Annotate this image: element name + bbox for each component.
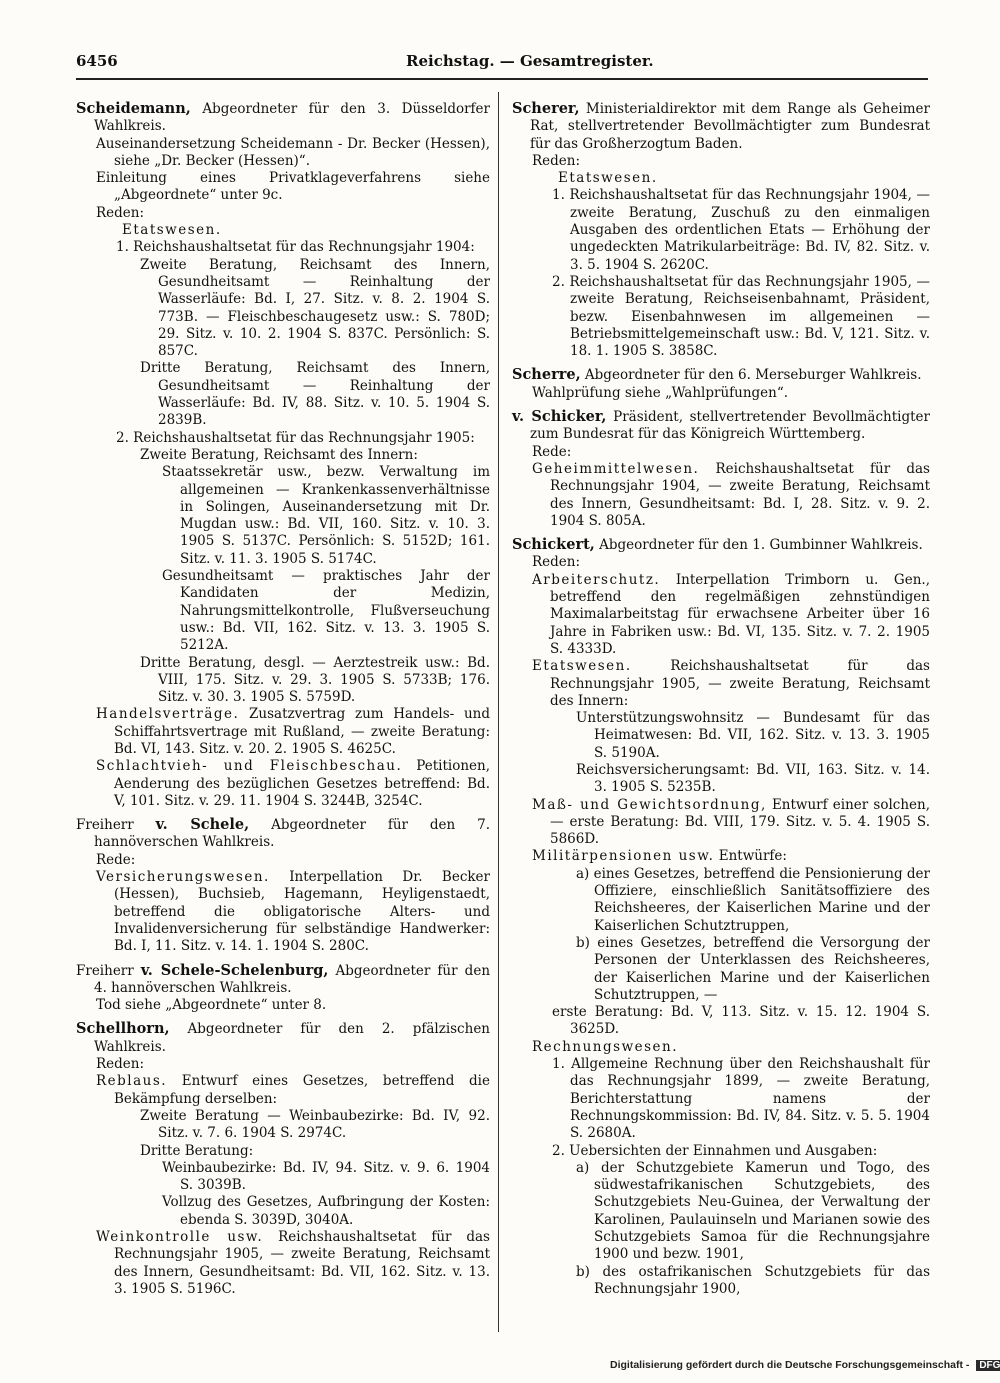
subject-line bbox=[76, 758, 490, 810]
subject-text: Zusatzvertrag zum Handels- und Schiffahrtsvertrage mit Rußland, — zweite Beratung: Bd. VI, 143. Sitz. v. 20. 2. 1905 S. 4625C. bbox=[114, 706, 490, 757]
reference-line: Gesundheitsamt — praktisches Jahr der Kandidaten der Medizin, Nahrungsmittelkontrolle, Flußverseuchung usw.: Bd. VII, 162. Sitz. v. 13. 3. 1905 S. 5212A. bbox=[162, 568, 490, 654]
reference-line: Vollzug des Gesetzes, Aufbringung der Kosten: ebenda S. 3039D, 3040A. bbox=[162, 1194, 490, 1228]
subject-line bbox=[76, 1229, 490, 1298]
index-entry bbox=[512, 536, 930, 554]
reference-line: a) der Schutzgebiete Kamerun und Togo, des südwestafrikanischen Schutzgebiets, des Schutzgebiets Neu-Guinea, der Verwaltung der Karolinen, Paulauinseln und Marianen sowie des Schutzgebiets Samoa für die Rechnungsjahre 1900 und bezw. 1901, bbox=[576, 1159, 930, 1263]
reference-line: 1. Allgemeine Rechnung über den Reichshaushalt für das Rechnungsjahr 1899, — zweite Beratung, Berichterstattung namens der Rechnungskommission: Bd. IV, 84. Sitz. v. 5. 5. 1904 S. 2680A. bbox=[552, 1056, 930, 1142]
index-entry bbox=[512, 366, 930, 384]
left-column bbox=[76, 94, 490, 1298]
entry-description: Abgeordneter für den 2. pfälzischen Wahlkreis. bbox=[94, 1021, 490, 1055]
subject-line bbox=[512, 658, 930, 710]
reference-line: 2. Reichshaushaltsetat für das Rechnungsjahr 1905, — zweite Beratung, Reichseisenbahnamt, Präsident, bezw. Eisenbahnwesen im allgemeinen — Betriebsmittelgemeinschaft usw.: Bd. V, 121. Sitz. v. 18. 1. 1905 S. 3858C. bbox=[552, 273, 930, 360]
entry-description: Präsident, stellvertretender Bevollmächtigter zum Bundesrat für das Königreich Württemberg. bbox=[530, 409, 930, 443]
speech-label: Reden: bbox=[532, 152, 581, 169]
column-divider bbox=[498, 92, 499, 1332]
entry-name: Schellhorn, bbox=[76, 1020, 170, 1038]
reference-line: erste Beratung: Bd. V, 113. Sitz. v. 15. 12. 1904 S. 3625D. bbox=[552, 1004, 930, 1038]
speech-label: Reden: bbox=[96, 1056, 145, 1073]
entry-name: v. Schele, bbox=[155, 816, 250, 834]
subject-line bbox=[512, 461, 930, 530]
entry-description: Abgeordneter für den 4. hannöverschen Wahlkreis. bbox=[94, 962, 491, 996]
subject-label: Arbeiterschutz. bbox=[532, 571, 661, 588]
index-entry bbox=[512, 100, 930, 153]
index-entry bbox=[512, 408, 930, 444]
subject-line bbox=[76, 869, 490, 955]
reference-line: Einleitung eines Privatklageverfahrens siehe „Abgeordnete“ unter 9c. bbox=[96, 170, 490, 204]
subject-heading: Etatswesen. bbox=[122, 222, 222, 239]
subject-heading: Rechnungswesen. bbox=[532, 1038, 679, 1055]
subject-label: Schlachtvieh- und Fleischbeschau. bbox=[96, 758, 403, 775]
entry-name: Scheidemann, bbox=[76, 100, 191, 117]
reference-line: Dritte Beratung, Reichsamt des Innern, Gesundheitsamt — Reinhaltung der Wasserläufe: Bd. IV, 88. Sitz. v. 10. 5. 1904 S. 2839B. bbox=[140, 360, 490, 429]
subject-text: Entwürfe: bbox=[714, 848, 787, 865]
entry-prefix: Freiherr bbox=[76, 817, 156, 834]
entry-description: Abgeordneter für den 3. Düsseldorfer Wahlkreis. bbox=[94, 101, 490, 135]
header-rule bbox=[76, 78, 928, 80]
reference-line: Auseinandersetzung Scheidemann - Dr. Becker (Hessen), siehe „Dr. Becker (Hessen)“. bbox=[96, 135, 490, 169]
reference-line: 1. Reichshaushaltsetat für das Rechnungsjahr 1904, — zweite Beratung, Zuschuß zu den einmaligen Ausgaben des ordentlichen Etats — Erhöhung der ungedeckten Matrikularbeiträge: Bd. IV, 82. Sitz. v. 3. 5. 1904 S. 2620C. bbox=[552, 187, 930, 273]
subject-line bbox=[512, 797, 930, 849]
right-column bbox=[512, 94, 930, 1298]
page-number: 6456 bbox=[76, 52, 118, 70]
subject-line bbox=[76, 1073, 490, 1108]
reference-line: Reichsversicherungsamt: Bd. VII, 163. Sitz. v. 14. 3. 1905 S. 5235B. bbox=[576, 761, 930, 796]
subject-text: Petitionen, Aenderung des bezüglichen Gesetzes betreffend: Bd. V, 101. Sitz. v. 29. 11. 1904 S. 3244B, 3254C. bbox=[114, 758, 490, 809]
entry-name: v. Schicker, bbox=[512, 408, 607, 426]
reference-line: Unterstützungswohnsitz — Bundesamt für das Heimatwesen: Bd. VII, 162. Sitz. v. 13. 3. 1905 S. 5190A. bbox=[576, 710, 930, 761]
dfg-logo: DFG bbox=[976, 1360, 1000, 1371]
subject-text: Reichshaushaltsetat für das Rechnungsjahr 1904, — zweite Beratung, Reichsamt des Innern, Gesundheitsamt: Bd. I, 28. Sitz. v. 9. 2. 1904 S. 805A. bbox=[550, 460, 930, 529]
index-entry bbox=[76, 1020, 490, 1056]
subject-label: Weinkontrolle usw. bbox=[96, 1229, 264, 1245]
reference-line: Tod siehe „Abgeordnete“ unter 8. bbox=[96, 997, 327, 1014]
subject-line bbox=[512, 848, 930, 865]
speech-label: Rede: bbox=[96, 851, 136, 868]
reference-line: 1. Reichshaushaltsetat für das Rechnungsjahr 1904: bbox=[116, 239, 475, 256]
subject-label: Handelsverträge. bbox=[96, 706, 240, 723]
subject-label: Reblaus. bbox=[96, 1073, 168, 1090]
reference-line: b) eines Gesetzes, betreffend die Versorgung der Personen der Unterklassen des Reichsheeres, der Kaiserlichen Marine und der Kaiserlichen Schutztruppen, — bbox=[576, 934, 930, 1003]
running-title: Reichstag. — Gesamtregister. bbox=[406, 52, 654, 70]
footer-credit bbox=[610, 1359, 1000, 1371]
entry-description: Ministerialdirektor mit dem Range als Geheimer Rat, stellvertretender Bevollmächtigter zum Bundesrat für das Großherzogtum Baden. bbox=[530, 101, 930, 152]
reference-line: Wahlprüfung siehe „Wahlprüfungen“. bbox=[532, 384, 789, 401]
subject-label: Versicherungswesen. bbox=[96, 869, 270, 886]
subject-line bbox=[512, 572, 930, 658]
subject-text: Reichshaushaltsetat für das Rechnungsjahr 1905, — zweite Beratung, Reichsamt des Innern, Gesundheitsamt: Bd. VII, 162. Sitz. v. 13. 3. 1905 S. 5196C. bbox=[114, 1229, 490, 1297]
index-entry bbox=[76, 816, 490, 852]
reference-line: b) des ostafrikanischen Schutzgebiets für das Rechnungsjahr 1900, bbox=[576, 1263, 930, 1297]
index-entry bbox=[76, 100, 490, 136]
subject-text: Reichshaushaltsetat für das Rechnungsjahr 1905, — zweite Beratung, Reichsamt des Innern: bbox=[550, 658, 930, 709]
subject-label: Maß- und Gewichtsordnung, bbox=[532, 796, 767, 813]
subject-label: Militärpensionen usw. bbox=[532, 848, 715, 865]
subject-line bbox=[76, 706, 490, 758]
speech-label: Rede: bbox=[532, 443, 572, 460]
subject-text: Interpellation Dr. Becker (Hessen), Buchsieb, Hagemann, Heyligenstaedt, betreffend die obligatorische Alters- und Invalidenversicherung für selbständige Handwerker: Bd. I, 11. Sitz. v. 14. 1. 1904 S. 280C. bbox=[114, 869, 490, 955]
entry-description: Abgeordneter für den 1. Gumbinner Wahlkreis. bbox=[594, 537, 923, 554]
subject-text: Entwurf einer solchen, — erste Beratung: Bd. VIII, 179. Sitz. v. 5. 4. 1905 S. 5866D. bbox=[550, 796, 930, 848]
reference-line: a) eines Gesetzes, betreffend die Pensionierung der Offiziere, einschließlich Sanitätsoffiziere des Reichsheeres, der Kaiserlichen Marine und der Kaiserlichen Schutztruppen, bbox=[576, 865, 930, 934]
entry-description: Abgeordneter für den 7. hannöverschen Wahlkreis. bbox=[94, 817, 490, 851]
entry-prefix: Freiherr bbox=[76, 962, 141, 979]
entry-name: Schickert, bbox=[512, 536, 595, 554]
reference-line: 2. Reichshaushaltsetat für das Rechnungsjahr 1905: bbox=[116, 429, 475, 446]
reference-line: Dritte Beratung: bbox=[140, 1142, 254, 1159]
entry-name: Scherer, bbox=[512, 100, 580, 117]
subject-label: Geheimmittelwesen. bbox=[532, 460, 700, 477]
reference-line: Zweite Beratung, Reichsamt des Innern: bbox=[140, 446, 418, 463]
reference-line: Weinbaubezirke: Bd. IV, 94. Sitz. v. 9. 6. 1904 S. 3039B. bbox=[162, 1159, 490, 1194]
subject-text: Interpellation Trimborn u. Gen., betreffend den regelmäßigen zehnstündigen Maximalarbeitstag für erwachsene Arbeiter über 16 Jahre in Fabriken usw.: Bd. VI, 135. Sitz. v. 7. 2. 1905 S. 4333D. bbox=[550, 571, 930, 657]
entry-name: Scherre, bbox=[512, 366, 581, 384]
index-entry bbox=[76, 962, 490, 998]
subject-heading: Etatswesen. bbox=[558, 170, 658, 187]
subject-label: Etatswesen. bbox=[532, 658, 632, 675]
reference-line: Dritte Beratung, desgl. — Aerztestreik usw.: Bd. VIII, 175. Sitz. v. 29. 3. 1905 S. 5733B; 176. Sitz. v. 30. 3. 1905 S. 5759D. bbox=[140, 654, 490, 706]
reference-line: 2. Uebersichten der Einnahmen und Ausgaben: bbox=[552, 1142, 878, 1159]
entry-name: v. Schele-Schelenburg, bbox=[140, 961, 329, 979]
subject-text: Entwurf eines Gesetzes, betreffend die Bekämpfung derselben: bbox=[114, 1073, 490, 1107]
reference-line: Zweite Beratung, Reichsamt des Innern, Gesundheitsamt — Reinhaltung der Wasserläufe: Bd. I, 27. Sitz. v. 8. 2. 1904 S. 773B. — Fleischbeschaugesetz usw.: S. 780D; 29. Sitz. v. 10. 2. 1904 S. 837C. Persönlich: S. 857C. bbox=[140, 256, 490, 360]
speech-label: Reden: bbox=[532, 554, 581, 571]
page-header bbox=[76, 52, 654, 78]
reference-line: Staatssekretär usw., bezw. Verwaltung im allgemeinen — Krankenkassenverhältnisse in Solingen, Auseinandersetzung mit Dr. Mugdan usw.: Bd. VII, 160. Sitz. v. 10. 3. 1905 S. 5137C. Persönlich: S. 5152D; 161. Sitz. v. 11. 3. 1905 S. 5174C. bbox=[162, 464, 490, 567]
entry-description: Abgeordneter für den 6. Merseburger Wahlkreis. bbox=[580, 367, 922, 384]
reference-line: Zweite Beratung — Weinbaubezirke: Bd. IV, 92. Sitz. v. 7. 6. 1904 S. 2974C. bbox=[140, 1107, 490, 1142]
speech-label: Reden: bbox=[96, 204, 145, 221]
footer-text: Digitalisierung gefördert durch die Deutsche Forschungsgemeinschaft - bbox=[610, 1359, 970, 1371]
